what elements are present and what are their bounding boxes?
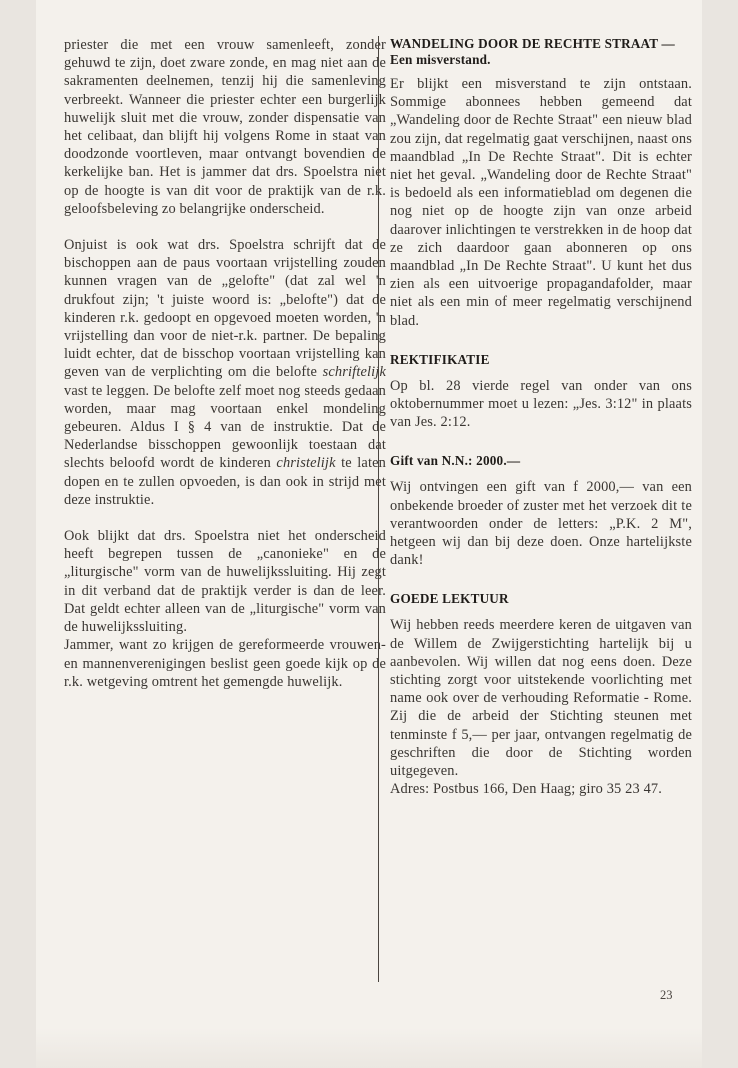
address-line: Adres: Postbus 166, Den Haag; giro 35 23 47.	[390, 781, 663, 798]
section-heading: WANDELING DOOR DE RECHTE STRAAT — Een misverstand.	[390, 36, 675, 67]
italic-word: schriftelijk	[322, 364, 386, 381]
column-divider	[378, 36, 379, 982]
section-gift	[390, 453, 692, 569]
right-column	[390, 36, 692, 799]
section-wandeling	[390, 36, 692, 330]
text-run: Onjuist is ook wat drs. Spoelstra schrijft dat de bischoppen aan de paus voortaan vrijstelling zouden kunnen vragen van de „gelofte" (dat zal wel 'n drukfout zijn; 't juiste woord is: „belofte") dat de kinderen r.k. gedoopt en opgevoed moeten worden, 'n vrijstelling dan voor de niet-r.k. partner. De bepaling luidt echter, dat de bisschop voortaan vrijstelling kan geven van de verplichting om die belofte	[64, 237, 386, 381]
section-goede-lektuur	[390, 591, 692, 798]
italic-word: christelijk	[276, 455, 336, 472]
magazine-page	[36, 0, 702, 1068]
paragraph-priester: priester die met een vrouw samenleeft, zonder gehuwd te zijn, doet zware zonde, en mag niet aan de sakramenten deelnemen, tenzij hij die samenleving verbreekt. Wanneer die priester echter een burgerlijk huwelijk sluit met die vrouw, zonder dispensatie van het celibaat, dan blijft hij volgens Rome in staat van doodzonde voortleven, maar ontvangt bovendien de kerkelijke ban. Het is jammer dat drs. Spoelstra niet op de hoogte is van dit voor de praktijk van de r.k. geloofsbeleving zo belangrijke onderscheid.	[64, 37, 386, 217]
section-heading: GOEDE LEKTUUR	[390, 591, 509, 607]
section-body: Wij ontvingen een gift van f 2000,— van een onbekende broeder of zuster met het verzoek dit te verantwoorden onder de letters: „P.K. 2 M", hetgeen wij dan bij deze doen. Onze hartelijkste dank!	[390, 479, 692, 569]
section-body: Er blijkt een misverstand te zijn ontstaan. Sommige abonnees hebben gemeend dat „Wandeling door de Rechte Straat" een nieuw blad zou zijn, dat regelmatig gaat verschijnen, naast ons maandblad „In De Rechte Straat". Dit is echter niet het geval. „Wandeling door de Rechte Straat" is bedoeld als een informatieblad om degenen die nog niet op de hoogte zijn van onze arbeid daarover inlichtingen te verstrekken in de hoop dat ze zich daardoor gaan abonneren op ons maandblad „In De Rechte Straat". U kunt het dus zien als een uitvoerige propagandafolder, maar niet als een min of meer regelmatig verschijnend blad.	[390, 76, 692, 329]
section-rektifikatie	[390, 352, 692, 432]
paragraph-jammer: Jammer, want zo krijgen de gereformeerde vrouwen- en mannenverenigingen beslist geen goede kijk op de r.k. wetgeving omtrent het gemengde huwelijk.	[64, 637, 386, 690]
paragraph-ook-blijkt: Ook blijkt dat drs. Spoelstra niet het onderscheid heeft begrepen tussen de „canonieke" en de „liturgische" vorm van de huwelijkssluiting. Hij zegt in dit verband dat de praktijk verder is dan de leer. Dat geldt echter alleen van de „liturgische" vorm van de huwelijkssluiting.	[64, 528, 386, 636]
section-heading: Gift van N.N.: 2000.—	[390, 453, 521, 469]
section-body: Wij hebben reeds meerdere keren de uitgaven van de Willem de Zwijgerstichting hartelijk bij u aanbevolen. Wij willen dat nog eens doen. Deze stichting zorgt voor uitstekende voorlichting met name ook over de verhouding Reformatie - Rome. Zij die de arbeid der Stichting steunen met tenminste f 5,— per jaar, ontvangen regelmatig de geschriften die door de Stichting worden uitgegeven.	[390, 617, 692, 780]
section-heading: REKTIFIKATIE	[390, 351, 490, 367]
text-run: te laten dopen en te zullen opvoeden, is dan ook in strijd met deze instruktie.	[64, 455, 386, 508]
left-column	[64, 36, 386, 691]
paragraph-onjuist	[64, 236, 386, 509]
page-number: 23	[660, 988, 673, 1002]
text-run: vast te leggen. De belofte zelf moet nog steeds gedaan worden, maar mag voortaan enkel mondeling gebeuren. Aldus I § 4 van de instruktie. Dat de Nederlandse bisschoppen gewoonlijk toestaan dat slechts beloofd wordt de kinderen	[64, 382, 386, 472]
section-body: Op bl. 28 vierde regel van onder van ons oktobernummer moet u lezen: „Jes. 3:12" in plaats van Jes. 2:12.	[390, 377, 692, 431]
